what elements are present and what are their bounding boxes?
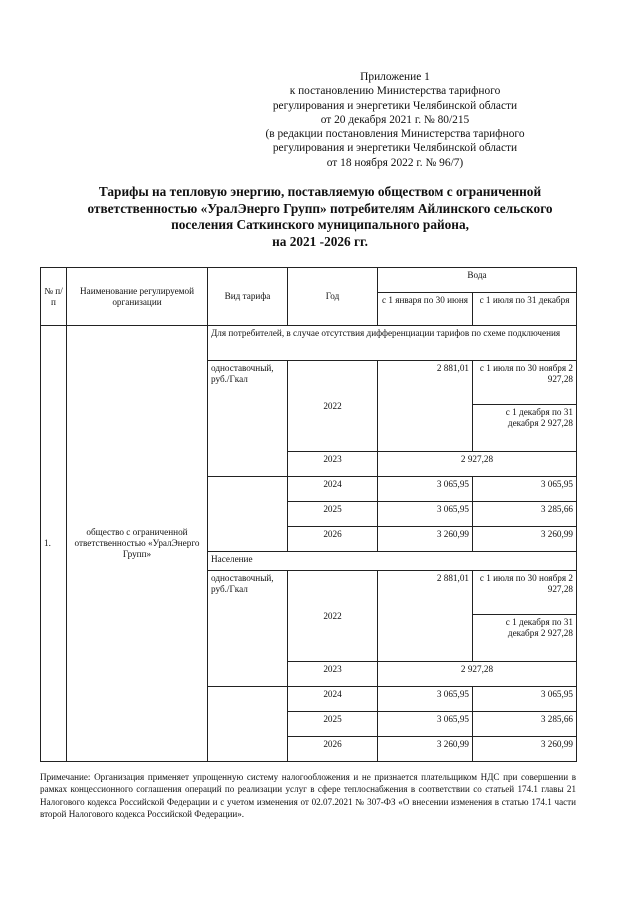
appendix-line: от 18 ноября 2022 г. № 96/7) <box>326 156 464 169</box>
value-cell: с 1 июля по 30 ноября 2 927,28 <box>473 571 577 615</box>
value-cell: 3 260,99 <box>473 737 577 762</box>
value-cell: с 1 июля по 30 ноября 2 927,28 <box>473 361 577 405</box>
year-cell: 2026 <box>288 527 378 552</box>
year-cell: 2026 <box>288 737 378 762</box>
year-cell: 2025 <box>288 712 378 737</box>
document-title <box>40 184 600 250</box>
table-row <box>41 326 577 361</box>
header-num: № п/п <box>41 268 67 326</box>
appendix-line: Приложение 1 <box>360 71 430 83</box>
year-cell: 2024 <box>288 687 378 712</box>
appendix-line: регулирования и энергетики Челябинской области <box>272 142 518 155</box>
header-period-2: с 1 июля по 31 декабря <box>473 293 577 326</box>
value-cell: 3 260,99 <box>378 737 473 762</box>
appendix-line: от 20 декабря 2021 г. № 80/215 <box>320 113 470 126</box>
title-line: на 2021 -2026 гг. <box>272 233 368 249</box>
value-cell: 3 065,95 <box>473 477 577 502</box>
value-cell: 3 065,95 <box>378 502 473 527</box>
value-cell: 2 927,28 <box>378 662 577 687</box>
year-cell: 2024 <box>288 477 378 502</box>
section-label: Для потребителей, в случае отсутствия дифференциации тарифов по схеме подключения <box>208 326 577 361</box>
value-cell: 3 285,66 <box>473 502 577 527</box>
appendix-line: регулирования и энергетики Челябинской области <box>272 99 518 112</box>
value-cell: с 1 декабря по 31 декабря 2 927,28 <box>473 405 577 452</box>
title-line: поселения Саткинского муниципального района, <box>171 217 469 232</box>
value-cell: 3 260,99 <box>378 527 473 552</box>
title-line: ответственностью «УралЭнерго Групп» потребителям Айлинского сельского <box>87 200 553 216</box>
year-cell: 2025 <box>288 502 378 527</box>
value-cell: 2 881,01 <box>378 571 473 662</box>
title-line: Тарифы на тепловую энергию, поставляемую обществом с ограниченной <box>98 184 542 199</box>
header-period-1: с 1 января по 30 июня <box>378 293 473 326</box>
appendix-header <box>240 70 550 170</box>
section-label: Население <box>208 552 577 571</box>
value-cell: 3 065,95 <box>378 477 473 502</box>
year-cell: 2022 <box>288 571 378 662</box>
org-name: общество с ограниченной ответственностью «УралЭнерго Групп» <box>67 326 208 762</box>
value-cell: 3 260,99 <box>473 527 577 552</box>
tariff-type: одноставочный, руб./Гкал <box>208 361 288 477</box>
header-type: Вид тарифа <box>208 268 288 326</box>
appendix-line: к постановлению Министерства тарифного <box>289 85 501 98</box>
header-org: Наименование регулируемой организации <box>67 268 208 326</box>
value-cell: 2 881,01 <box>378 361 473 452</box>
header-water: Вода <box>378 268 577 293</box>
value-cell: 3 065,95 <box>473 687 577 712</box>
table-header-row <box>41 268 577 293</box>
value-cell: 2 927,28 <box>378 452 577 477</box>
footnote: Примечание: Организация применяет упрощенную систему налогообложения и не признается плательщиком НДС при совершении в рамках концессионного соглашения операций по реализации услуг в сфере теплоснабжения в соответствии со статьей 174.1 главы 21 Налогового кодекса Российской Федерации и с учетом изменения от 02.07.2021 № 307-ФЗ «О внесении изменения в статью 174.1 части второй Налогового кодекса Российской Федерации». <box>40 772 576 820</box>
appendix-line: (в редакции постановления Министерства тарифного <box>265 128 525 141</box>
value-cell: 3 065,95 <box>378 712 473 737</box>
tariff-type-empty <box>208 477 288 552</box>
tariff-type-empty <box>208 687 288 762</box>
year-cell: 2023 <box>288 452 378 477</box>
value-cell: 3 285,66 <box>473 712 577 737</box>
tariff-type: одноставочный, руб./Гкал <box>208 571 288 687</box>
year-cell: 2023 <box>288 662 378 687</box>
tariff-table <box>40 267 577 762</box>
value-cell: 3 065,95 <box>378 687 473 712</box>
value-cell: с 1 декабря по 31 декабря 2 927,28 <box>473 615 577 662</box>
row-number: 1. <box>41 326 67 762</box>
header-year: Год <box>288 268 378 326</box>
year-cell: 2022 <box>288 361 378 452</box>
